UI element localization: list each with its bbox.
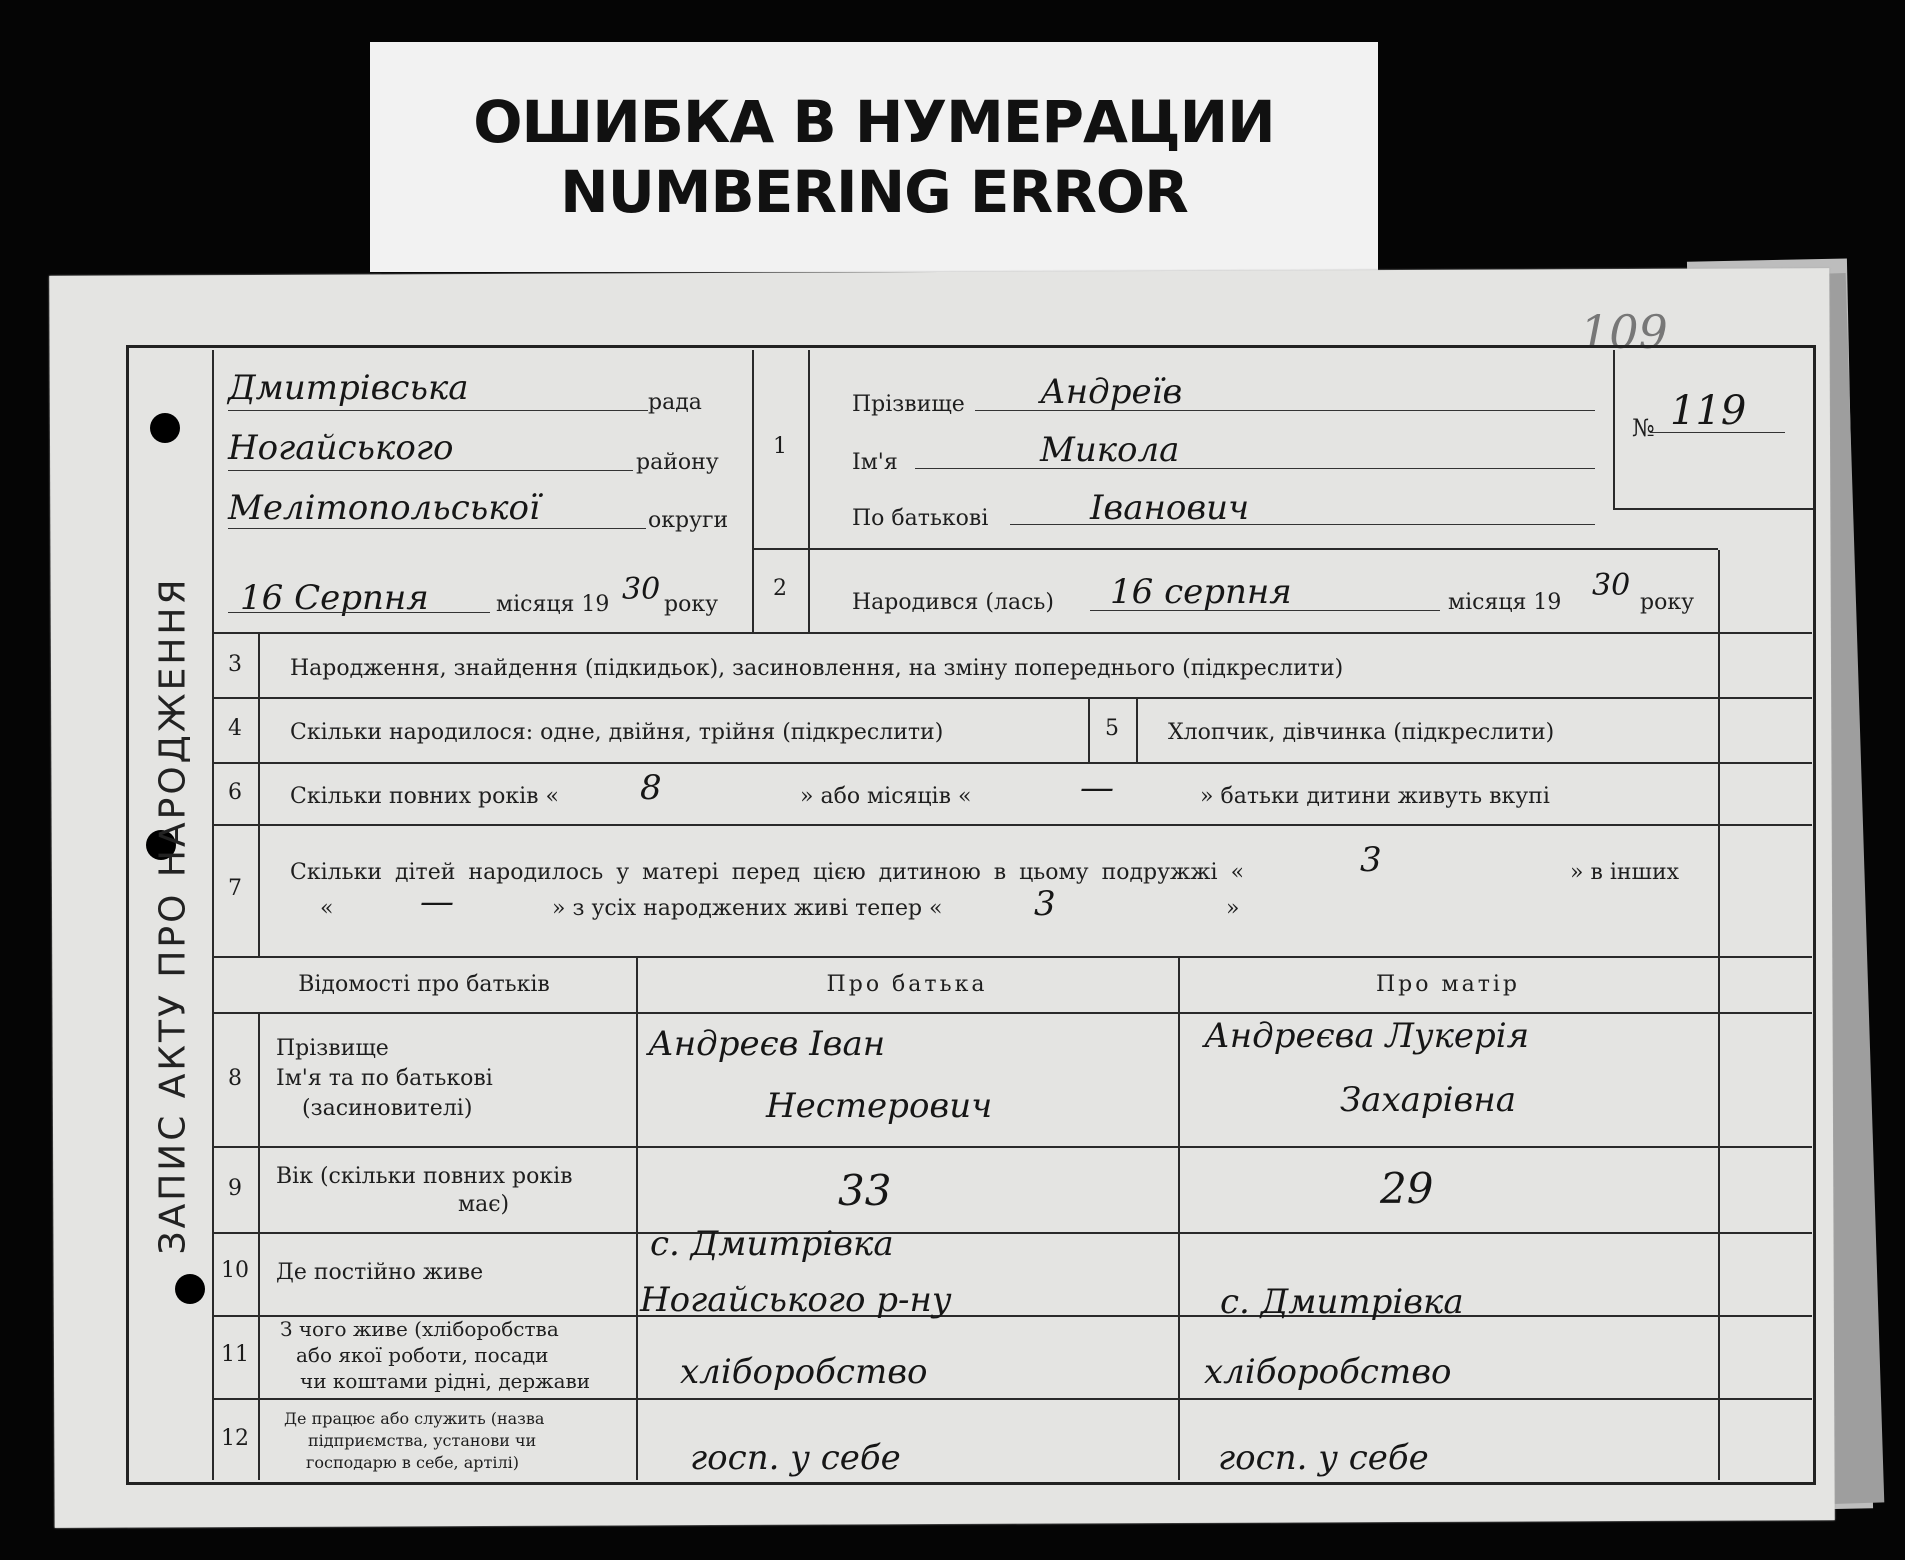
grid-line <box>212 956 1812 958</box>
father-name-line1: Андреєв Іван <box>648 1024 886 1064</box>
workplace-label-1: Де працює або служить (назва <box>284 1409 545 1428</box>
prior-children-label-c: « <box>320 896 334 921</box>
event-type-text: Народження, знайдення (підкидьок), засиновлення, на зміну попереднього (підкреслити) <box>290 656 1344 681</box>
sex-text: Хлопчик, дівчинка (підкреслити) <box>1168 720 1555 745</box>
mother-header: Про матір <box>1375 972 1521 997</box>
father-name-line2: Нестерович <box>766 1086 993 1126</box>
grid-line <box>1718 632 1720 956</box>
born-year-label: року <box>1640 590 1695 615</box>
born-date: 16 серпня <box>1110 572 1292 612</box>
fill-line <box>228 410 648 411</box>
cohabitation-label-c: » батьки дитини живуть вкупі <box>1200 784 1550 809</box>
child-patronymic-value: Іванович <box>1090 488 1250 528</box>
row-number: 7 <box>228 876 242 901</box>
born-month-label: місяця 19 <box>1448 590 1562 615</box>
fill-line <box>975 410 1595 411</box>
child-patronymic-label: По батькові <box>852 506 989 531</box>
grid-line <box>212 762 1812 764</box>
grid-line <box>212 824 1812 826</box>
cohabitation-label-a: Скільки повних років « <box>290 784 559 809</box>
grid-line <box>1718 550 1720 632</box>
row-number: 9 <box>228 1176 242 1201</box>
children-alive-value: 3 <box>1034 884 1056 924</box>
grid-line <box>258 632 260 956</box>
occupation-label-1: З чого живе (хліборобства <box>280 1317 559 1341</box>
fill-line <box>1650 432 1785 433</box>
registration-date-day: 16 Серпня <box>240 578 429 618</box>
grid-line <box>212 1012 1812 1014</box>
row-number: 10 <box>221 1258 249 1283</box>
okruha-label: округи <box>648 508 729 533</box>
child-surname-value: Андреїв <box>1040 372 1183 412</box>
grid-line <box>258 1012 260 1480</box>
grid-line <box>212 632 1812 634</box>
okruha-value: Мелітопольської <box>228 488 540 528</box>
cohabitation-years-value: 8 <box>640 768 662 808</box>
grid-line <box>1088 697 1090 762</box>
page-number: 109 <box>1580 305 1668 359</box>
occupation-label-3: чи коштами рідні, держави <box>300 1369 591 1393</box>
grid-line <box>212 697 1812 699</box>
child-surname-label: Прізвище <box>852 392 965 417</box>
parents-info-header: Відомості про батьків <box>298 972 550 997</box>
record-number-value: 119 <box>1670 388 1747 434</box>
row-number: 5 <box>1105 716 1119 741</box>
numbering-error-label <box>370 42 1378 272</box>
error-label-russian: ОШИБКА В НУМЕРАЦИИ <box>473 88 1275 156</box>
row-number: 11 <box>221 1342 249 1367</box>
grid-line <box>1613 350 1615 508</box>
grid-line <box>752 548 1718 550</box>
occupation-label-2: або якої роботи, посади <box>296 1343 549 1367</box>
grid-line <box>636 956 638 1480</box>
father-residence-line2: Ногайського р-ну <box>640 1280 952 1320</box>
record-number-label: № <box>1632 414 1655 442</box>
row-number: 1 <box>773 434 787 459</box>
raion-label: району <box>636 450 719 475</box>
mother-age: 29 <box>1380 1164 1434 1213</box>
child-name-value: Микола <box>1040 430 1180 470</box>
mother-residence: с. Дмитрівка <box>1220 1282 1464 1322</box>
grid-line <box>808 350 810 632</box>
parent-name-label-1: Прізвище <box>276 1036 389 1061</box>
parent-name-label-2: Ім'я та по батькові <box>276 1066 493 1091</box>
grid-line <box>1178 956 1180 1480</box>
rada-value: Дмитрівська <box>228 368 469 408</box>
raion-value: Ногайського <box>228 428 454 468</box>
grid-line <box>1136 697 1138 762</box>
error-label-english: NUMBERING ERROR <box>560 158 1188 226</box>
registration-year-label: року <box>664 592 719 617</box>
mother-workplace: госп. у себе <box>1218 1438 1429 1478</box>
mother-occupation: хліборобство <box>1204 1352 1452 1392</box>
row-number: 8 <box>228 1066 242 1091</box>
grid-line <box>752 350 754 632</box>
age-label-2: має) <box>458 1192 510 1217</box>
fill-line <box>1090 610 1440 611</box>
fill-line <box>1010 524 1595 525</box>
age-label-1: Вік (скільки повних років <box>276 1164 573 1189</box>
father-header: Про батька <box>826 972 988 997</box>
father-workplace: госп. у себе <box>690 1438 901 1478</box>
registration-month-label: місяця 19 <box>496 592 610 617</box>
father-age: 33 <box>838 1166 892 1215</box>
registration-year: 30 <box>622 572 661 607</box>
vertical-title-text: ЗАПИС АКТУ ПРО НАРОДЖЕННЯ <box>152 576 194 1254</box>
grid-line <box>212 1232 1812 1234</box>
prior-children-label-a: Скільки дітей народилось у матері перед цією дитиною в цьому подружжі « <box>290 860 1245 885</box>
row-number: 4 <box>228 716 242 741</box>
cohabitation-label-b: » або місяців « <box>800 784 972 809</box>
prior-children-other-value: — <box>420 882 454 922</box>
multiplicity-text: Скільки народилося: одне, двійня, трійня (підкреслити) <box>290 720 944 745</box>
fill-line <box>228 528 646 529</box>
fill-line <box>915 468 1595 469</box>
workplace-label-3: господарю в себе, артілі) <box>306 1453 519 1472</box>
father-residence-line1: с. Дмитрівка <box>650 1224 894 1264</box>
grid-line <box>212 1146 1812 1148</box>
residence-label: Де постійно живе <box>276 1260 484 1285</box>
row-number: 2 <box>773 576 787 601</box>
child-name-label: Ім'я <box>852 450 898 475</box>
prior-children-this-marriage: 3 <box>1360 840 1382 880</box>
prior-children-label-d: » з усіх народжених живі тепер « <box>552 896 943 921</box>
prior-children-label-b: » в інших <box>1570 860 1680 885</box>
row-number: 6 <box>228 780 242 805</box>
workplace-label-2: підприємства, установи чи <box>308 1431 537 1450</box>
father-occupation: хліборобство <box>680 1352 928 1392</box>
grid-line <box>212 1398 1812 1400</box>
fill-line <box>228 470 633 471</box>
mother-name-line2: Захарівна <box>1340 1080 1516 1120</box>
mother-name-line1: Андреєва Лукерія <box>1204 1016 1530 1056</box>
cohabitation-months-value: — <box>1080 768 1114 808</box>
row-number: 3 <box>228 652 242 677</box>
grid-line <box>1613 508 1813 510</box>
grid-line <box>1718 956 1720 1480</box>
born-year: 30 <box>1592 568 1631 603</box>
grid-line <box>212 350 214 1480</box>
row-number: 12 <box>221 1426 249 1451</box>
rada-label: рада <box>648 390 702 415</box>
prior-children-label-e: » <box>1226 896 1240 921</box>
fill-line <box>228 612 490 613</box>
born-label: Народився (лась) <box>852 590 1054 615</box>
parent-name-label-3: (засиновителі) <box>302 1096 473 1121</box>
vertical-title <box>128 350 218 1480</box>
